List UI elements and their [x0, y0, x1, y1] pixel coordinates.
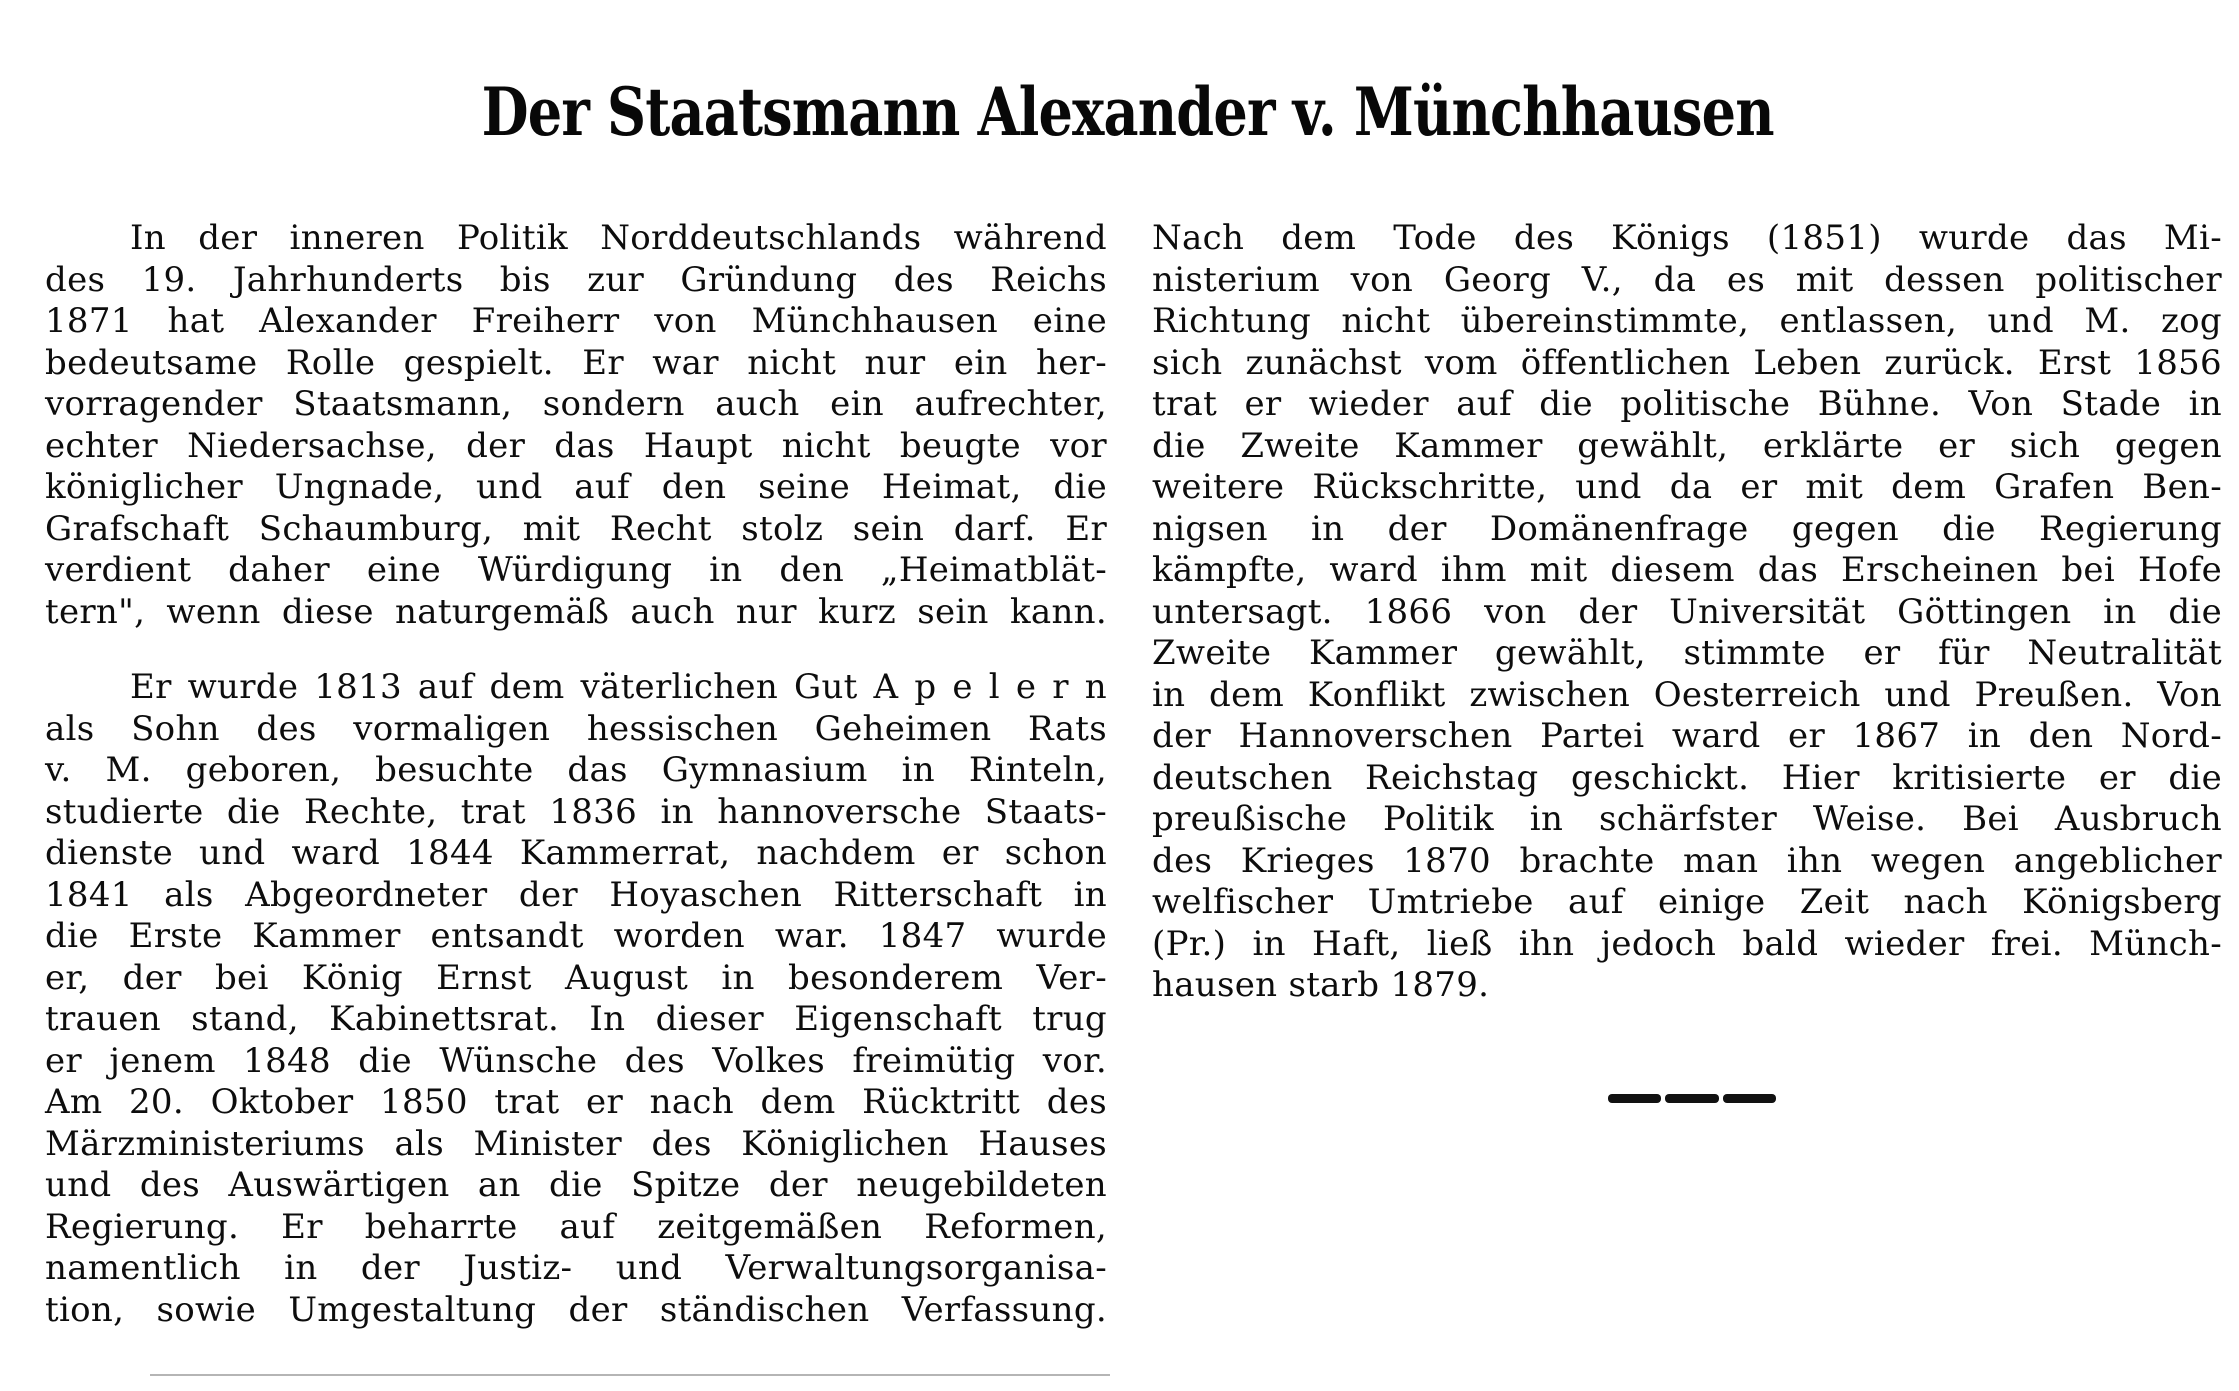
- text-line: vorragender Staatsmann, sondern auch ein aufrechter,: [45, 384, 1107, 424]
- text-line: trauen stand, Kabinettsrat. In dieser Eigenschaft trug: [45, 999, 1107, 1039]
- text-line: preußische Politik in schärfster Weise. Bei Ausbruch: [1152, 799, 2222, 839]
- text-line: er, der bei König Ernst August in besonderem Ver-: [45, 957, 1107, 998]
- text-line: echter Niedersachse, der das Haupt nicht beugte vor: [45, 425, 1107, 466]
- text-line: Er wurde 1813 auf dem väterlichen Gut A p e l e r n: [130, 667, 1107, 707]
- text-line: die Zweite Kammer gewählt, erklärte er sich gegen: [1152, 425, 2222, 466]
- text-line: welfischer Umtriebe auf einige Zeit nach Königsberg: [1152, 882, 2222, 922]
- text-line: studierte die Rechte, trat 1836 in hannoversche Staats-: [45, 791, 1107, 832]
- divider-dash: [1608, 1094, 1661, 1103]
- text-line: die Erste Kammer entsandt worden war. 1847 wurde: [45, 916, 1107, 956]
- right-column: [1152, 218, 2222, 1007]
- text-line: tion, sowie Umgestaltung der ständischen Verfassung.: [45, 1289, 1107, 1330]
- text-line: untersagt. 1866 von der Universität Göttingen in die: [1152, 591, 2222, 632]
- text-line: als Sohn des vormaligen hessischen Geheimen Rats: [45, 708, 1107, 749]
- text-line: weitere Rückschritte, und da er mit dem Grafen Ben-: [1152, 467, 2222, 507]
- paragraph-later-career: [1152, 218, 2222, 1007]
- paragraph-intro: [45, 218, 1107, 633]
- text-line: 1841 als Abgeordneter der Hoyaschen Ritterschaft in: [45, 874, 1107, 915]
- text-line: bedeutsame Rolle gespielt. Er war nicht nur ein her-: [45, 342, 1107, 383]
- text-line: verdient daher eine Würdigung in den „Heimatblät-: [45, 550, 1107, 590]
- text-line: (Pr.) in Haft, ließ ihn jedoch bald wieder frei. Münch-: [1152, 923, 2222, 964]
- text-line: tern", wenn diese naturgemäß auch nur kurz sein kann.: [45, 591, 1107, 632]
- text-line: Regierung. Er beharrte auf zeitgemäßen Reformen,: [45, 1206, 1107, 1247]
- text-line: hausen starb 1879.: [1152, 965, 1490, 1005]
- text-line: Richtung nicht übereinstimmte, entlassen, und M. zog: [1152, 301, 2222, 341]
- text-line: Nach dem Tode des Königs (1851) wurde das Mi-: [1152, 218, 2222, 258]
- text-line: In der inneren Politik Norddeutschlands während: [130, 218, 1107, 258]
- scan-bottom-rule: [150, 1374, 1110, 1376]
- paragraph-biography: [45, 667, 1107, 1331]
- text-line: trat er wieder auf die politische Bühne. Von Stade in: [1152, 384, 2222, 424]
- text-line: dienste und ward 1844 Kammerrat, nachdem er schon: [45, 833, 1107, 873]
- text-line: der Hannoverschen Partei ward er 1867 in den Nord-: [1152, 716, 2222, 756]
- text-line: Am 20. Oktober 1850 trat er nach dem Rücktritt des: [45, 1082, 1107, 1122]
- text-line: v. M. geboren, besuchte das Gymnasium in Rinteln,: [45, 750, 1107, 790]
- text-line: nisterium von Georg V., da es mit dessen politischer: [1152, 259, 2222, 300]
- text-line: kämpfte, ward ihm mit diesem das Erscheinen bei Hofe: [1152, 550, 2222, 590]
- text-line: er jenem 1848 die Wünsche des Volkes freimütig vor.: [45, 1040, 1107, 1081]
- left-column: [45, 218, 1107, 1331]
- text-line: königlicher Ungnade, und auf den seine Heimat, die: [45, 467, 1107, 507]
- text-line: Märzministeriums als Minister des Königlichen Hauses: [45, 1123, 1107, 1164]
- text-line: nigsen in der Domänenfrage gegen die Regierung: [1152, 508, 2222, 549]
- text-line: Grafschaft Schaumburg, mit Recht stolz sein darf. Er: [45, 508, 1107, 549]
- text-line: namentlich in der Justiz- und Verwaltungsorganisa-: [45, 1248, 1107, 1288]
- text-line: und des Auswärtigen an die Spitze der neugebildeten: [45, 1165, 1107, 1205]
- text-line: in dem Konflikt zwischen Oesterreich und Preußen. Von: [1152, 674, 2222, 715]
- end-of-article-divider: [1608, 1094, 1776, 1103]
- text-line: 1871 hat Alexander Freiherr von Münchhausen eine: [45, 301, 1107, 341]
- text-line: des Krieges 1870 brachte man ihn wegen angeblicher: [1152, 840, 2222, 881]
- article-title: Der Staatsmann Alexander v. Münchhausen: [481, 73, 1774, 152]
- divider-dash: [1665, 1094, 1718, 1103]
- text-line: deutschen Reichstag geschickt. Hier kritisierte er die: [1152, 757, 2222, 798]
- divider-dash: [1723, 1094, 1776, 1103]
- text-line: sich zunächst vom öffentlichen Leben zurück. Erst 1856: [1152, 342, 2222, 383]
- text-line: des 19. Jahrhunderts bis zur Gründung des Reichs: [45, 259, 1107, 300]
- text-line: Zweite Kammer gewählt, stimmte er für Neutralität: [1152, 633, 2222, 673]
